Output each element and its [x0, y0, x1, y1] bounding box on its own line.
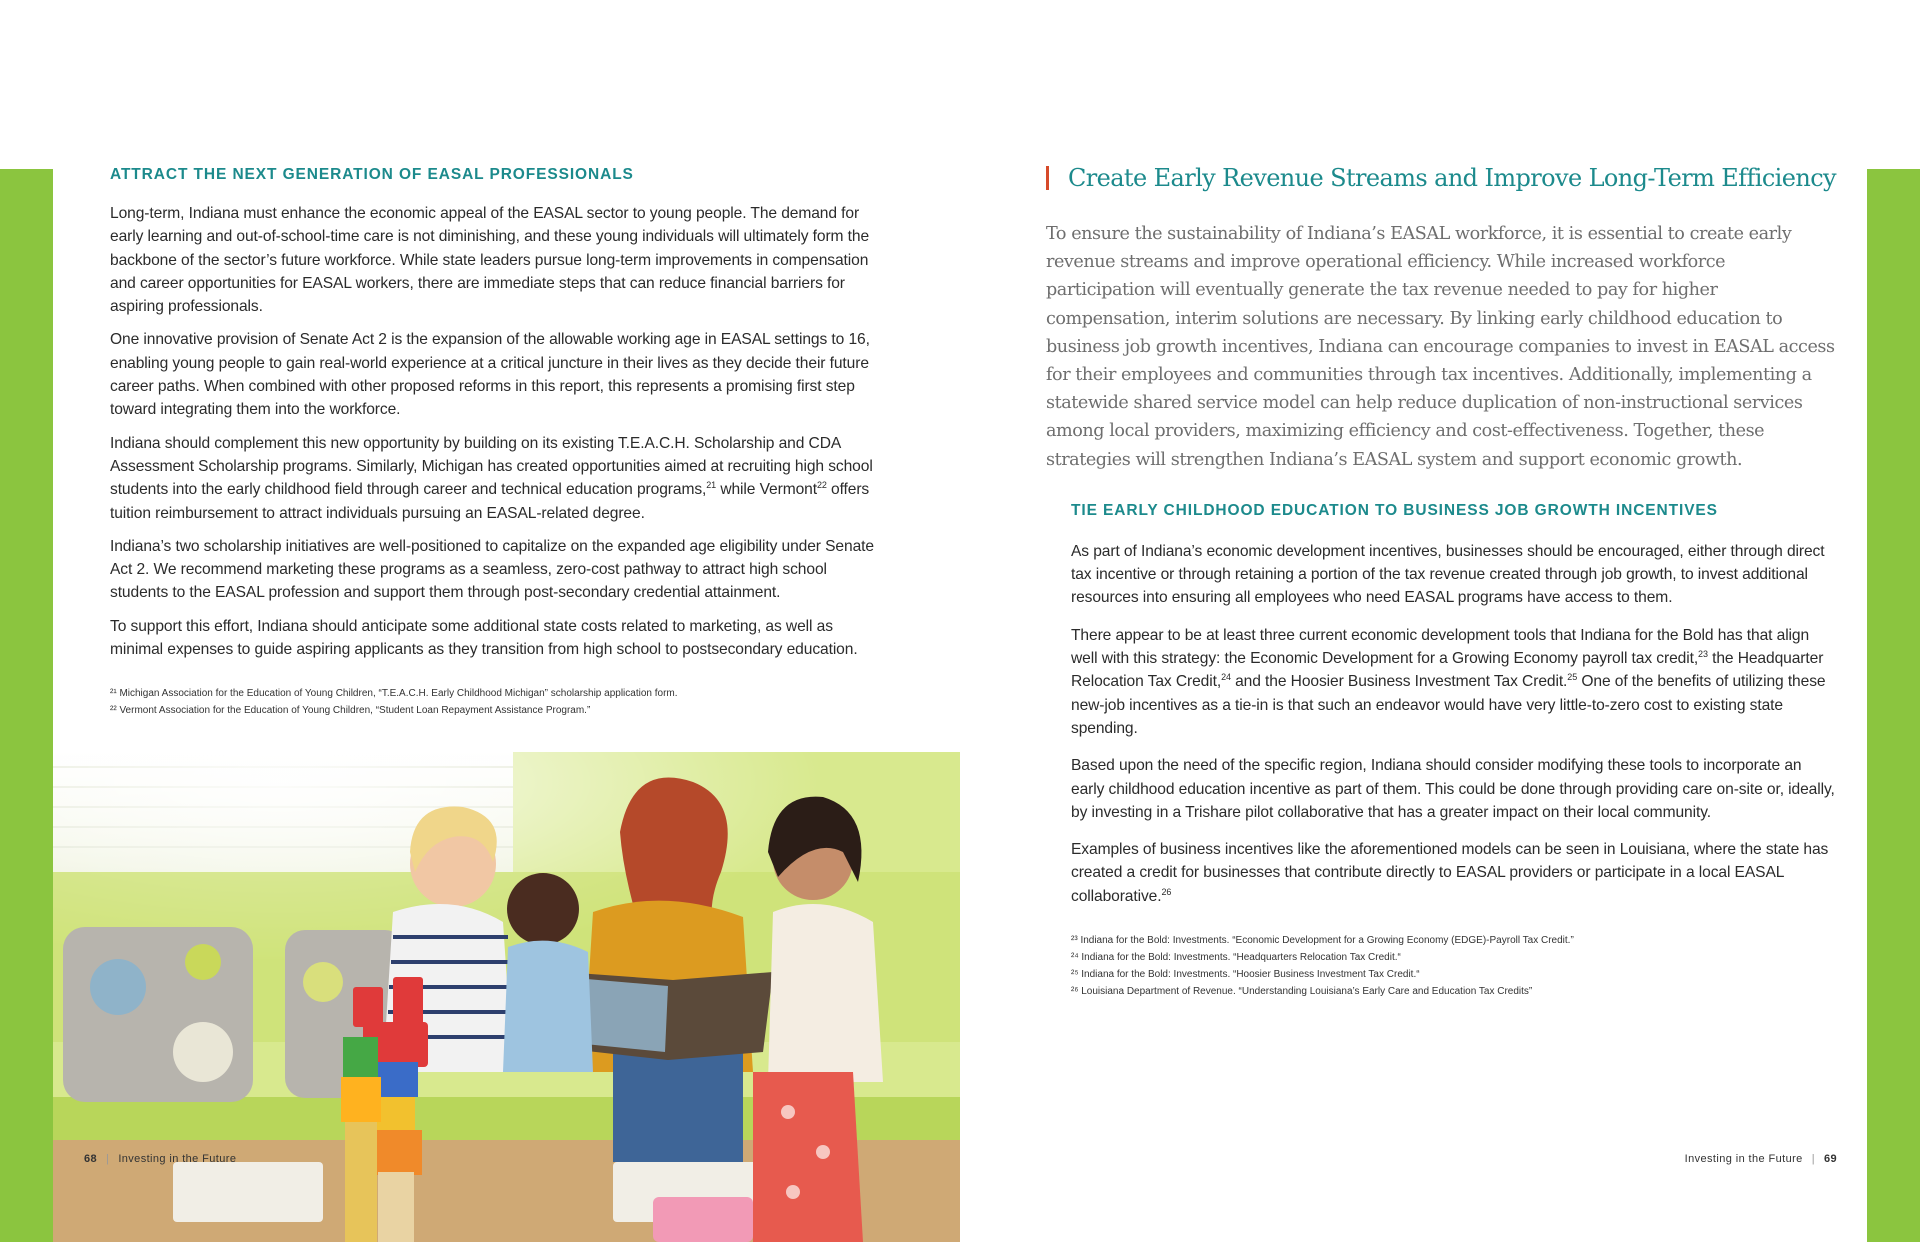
footnote-ref[interactable]: 23	[1698, 648, 1708, 659]
footnotes	[110, 685, 880, 719]
footnote-ref[interactable]: 26	[1161, 886, 1172, 897]
page-number: 68	[84, 1153, 98, 1165]
body-paragraph: Based upon the need of the specific region, Indiana should consider modifying these tools to incorporate an early childhood education incentive as part of them. This could be done through providing care on-site or, ideally, by investing in a Trishare pilot collaborative that has a greater impact on their local community.	[1071, 757, 1835, 821]
footnote: ²⁴ Indiana for the Bold: Investments. “Headquarters Relocation Tax Credit.“	[1071, 951, 1401, 963]
left-page-column	[110, 166, 880, 719]
footnotes	[1071, 932, 1836, 1000]
footnote: ²³ Indiana for the Bold: Investments. “Economic Development for a Growing Economy (EDGE)-Payroll Tax Credit.”	[1071, 934, 1574, 946]
footnote: ²⁶ Louisiana Department of Revenue. “Understanding Louisiana’s Early Care and Education Tax Credits”	[1071, 985, 1533, 997]
body-paragraph: As part of Indiana’s economic development incentives, businesses should be encouraged, either through direct tax incentive or through retaining a portion of the tax revenue created through job growth, to invest additional resources into ensuring all employees who need EASAL programs have access to them.	[1071, 542, 1825, 607]
intro-paragraph: To ensure the sustainability of Indiana’s EASAL workforce, it is essential to create early revenue streams and improve operational efficiency. While increased workforce participation will eventually generate the tax revenue needed to pay for higher compensation, interim solutions are necessary. By linking early childhood education to business job growth incentives, Indiana can encourage companies to invest in EASAL access for their employees and communities through tax incentives. Additionally, implementing a statewide shared service model can help reduce duplication of non-instructional services among local providers, maximizing efficiency and cost-effectiveness. Together, these strategies will strengthen Indiana’s EASAL system and support economic growth.	[1046, 224, 1835, 470]
footer-title: Investing in the Future	[118, 1153, 237, 1165]
body-paragraph: One innovative provision of Senate Act 2 is the expansion of the allowable working age in EASAL settings to 16, enabling young people to gain real-world experience at a critical juncture in their lives as they decide their future career paths. When combined with other proposed reforms in this report, this represents a promising first step toward integrating them into the workforce.	[110, 331, 870, 419]
right-green-margin-bar	[1867, 169, 1920, 1242]
footer-title: Investing in the Future	[1684, 1153, 1803, 1165]
footnote: ²¹ Michigan Association for the Education of Young Children, “T.E.A.C.H. Early Childhood Michigan” scholarship application form.	[110, 688, 678, 700]
right-page-column	[1046, 164, 1836, 1000]
right-page-footer: Investing in the Future | 69	[1684, 1153, 1837, 1165]
footnote-ref[interactable]: 22	[816, 480, 827, 491]
body-paragraph: Examples of business incentives like the aforementioned models can be seen in Louisiana, where the state has created a credit for businesses that contribute directly to EASAL providers or participate in a local EASAL collaborative.$^{26}$	[1071, 841, 1829, 905]
classroom-reading-photo	[53, 752, 960, 1242]
subsection	[1071, 502, 1836, 1000]
body-paragraph: Long-term, Indiana must enhance the economic appeal of the EASAL sector to young people. The demand for early learning and out-of-school-time care is not diminishing, and these young individuals will ultimately form the backbone of the sector’s future workforce. While state leaders pursue long-term improvements in compensation and career opportunities for EASAL workers, there are immediate steps that can reduce financial barriers for aspiring professionals.	[110, 205, 870, 316]
section-heading: TIE EARLY CHILDHOOD EDUCATION TO BUSINESS JOB GROWTH INCENTIVES	[1071, 501, 1718, 519]
footnote: ²⁵ Indiana for the Bold: Investments. “Hoosier Business Investment Tax Credit.“	[1071, 968, 1420, 980]
body-paragraph: To support this effort, Indiana should anticipate some additional state costs related to marketing, as well as minimal expenses to guide aspiring applicants as they transition from high school to postsecondary education.	[110, 617, 858, 659]
body-paragraph: Indiana’s two scholarship initiatives are well-positioned to capitalize on the expanded age eligibility under Senate Act 2. We recommend marketing these programs as a seamless, zero-cost pathway to attract high school students to the EASAL profession and support them through post-secondary credential attainment.	[110, 537, 874, 602]
left-page-footer: 68 | Investing in the Future	[84, 1153, 237, 1165]
footnote-ref[interactable]: 25	[1567, 672, 1578, 683]
body-paragraph: There appear to be at least three current economic development tools that Indiana for the Bold has that align well with this strategy: the Economic Development for a Growing Economy payroll tax credit,$^{23}$ the Headquarter Relocation Tax Credit,$^{24}$ and the Hoosier Business Investment Tax Credit.$^{25}$ One of the benefits of utilizing these new-job incentives as a tie-in is that such an endeavor would have very little-to-zero cost to existing state spending.	[1071, 626, 1826, 737]
footnote: ²² Vermont Association for the Education of Young Children, “Student Loan Repayment Assistance Program.”	[110, 705, 591, 717]
body-paragraph: Indiana should complement this new opportunity by building on its existing T.E.A.C.H. Scholarship and CDA Assessment Scholarship programs. Similarly, Michigan has created opportunities aimed at recruiting high school students into the early childhood field through career and technical education programs,$^{21}$ while Vermont$^{22}$ offers tuition reimbursement to attract individuals pursuing an EASAL-related degree.	[110, 434, 873, 522]
title-accent-bar	[1046, 166, 1049, 190]
page-number: 69	[1823, 1153, 1837, 1165]
section-heading: ATTRACT THE NEXT GENERATION OF EASAL PROFESSIONALS	[110, 166, 634, 183]
footnote-ref[interactable]: 21	[706, 480, 717, 491]
footnote-ref[interactable]: 24	[1221, 672, 1231, 683]
page-title-text: Create Early Revenue Streams and Improve Long-Term Efficiency	[1067, 164, 1836, 192]
left-green-margin-bar	[0, 169, 53, 1242]
page-title	[1046, 164, 1836, 192]
